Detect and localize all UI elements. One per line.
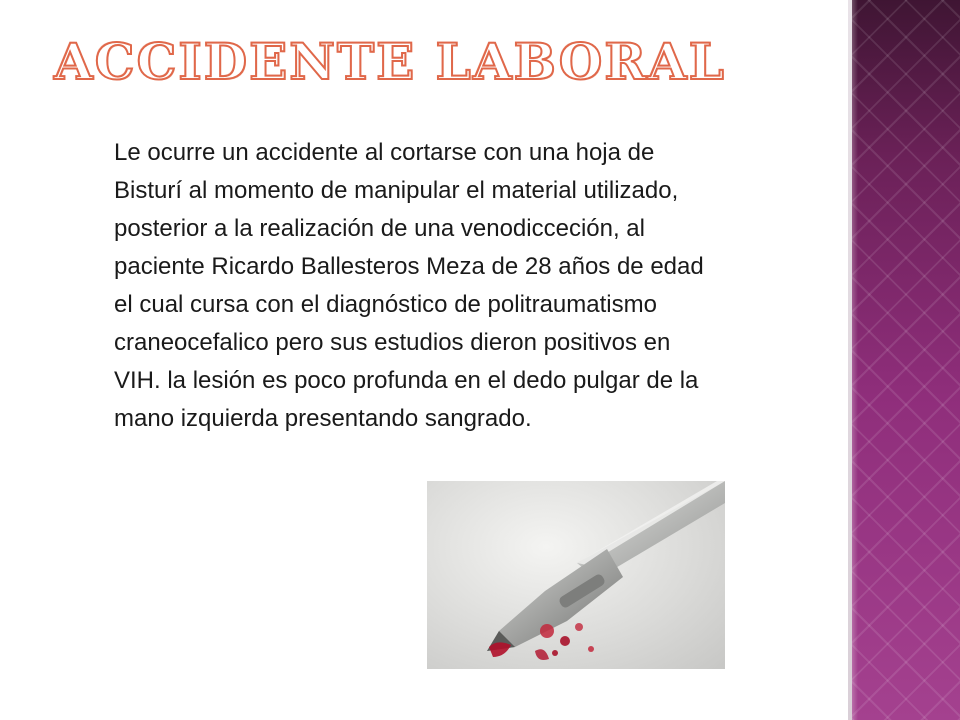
decorative-side-panel bbox=[852, 0, 960, 720]
scalpel-photo bbox=[427, 481, 725, 669]
scalpel-illustration bbox=[427, 481, 725, 669]
slide-body-text: Le ocurre un accidente al cortarse con una hoja de Bisturí al momento de manipular el material utilizado, posterior a la realización de una venodicceción, al paciente Ricardo Ballesteros Meza de 28 años de edad el cual cursa con el diagnóstico de politraumatismo craneocefalico pero sus estudios dieron positivos en VIH. la lesión es poco profunda en el dedo pulgar de la mano izquierda presentando sangrado. bbox=[114, 139, 704, 432]
slide-title: ACCIDENTE LABORAL bbox=[54, 32, 726, 91]
